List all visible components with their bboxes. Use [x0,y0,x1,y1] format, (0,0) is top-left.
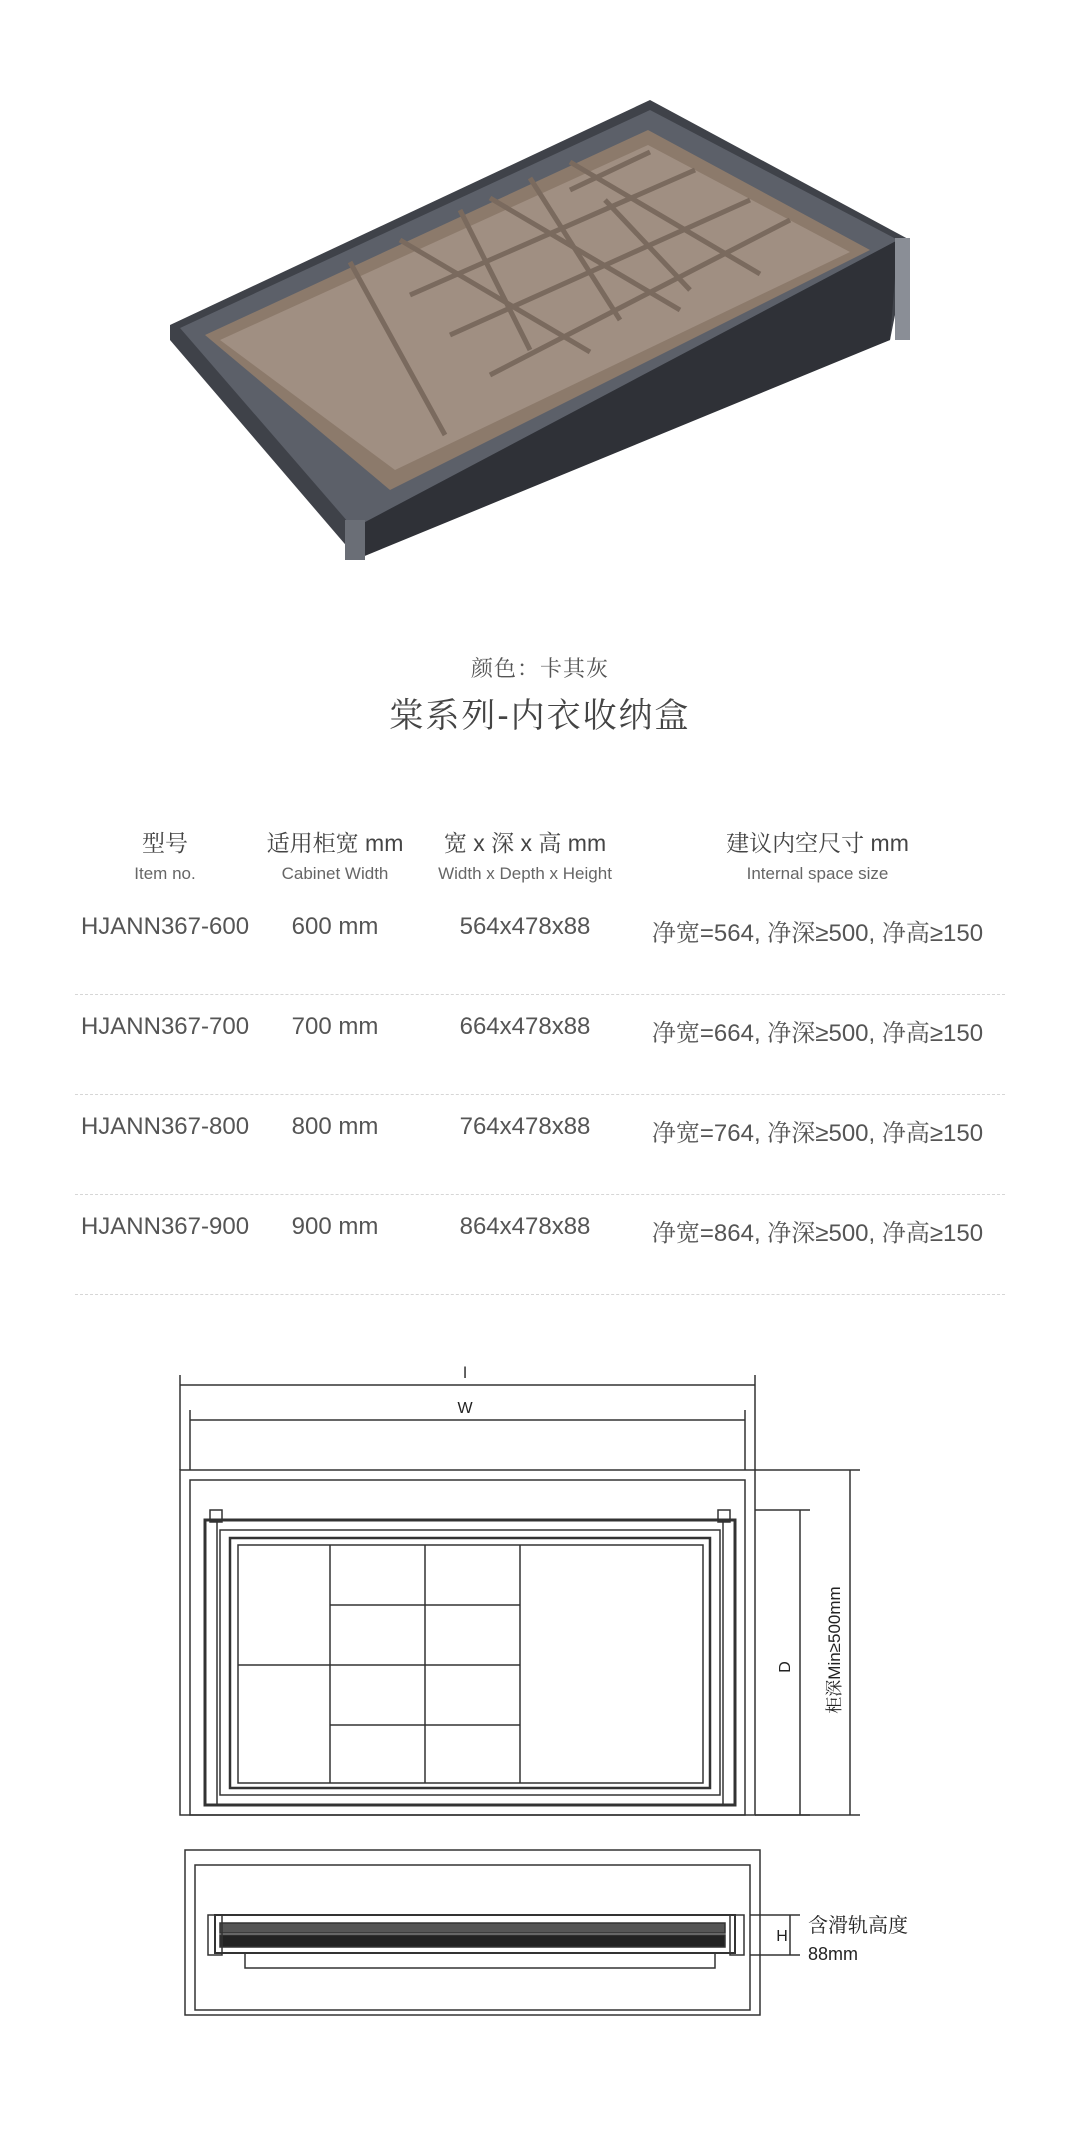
cell-cabinet: 800 mm [291,1113,379,1140]
series-title: 棠系列-内衣收纳盒 [389,697,691,735]
cell-item: HJANN367-800 [80,1113,250,1140]
cell-item: HJANN367-900 [80,1213,250,1240]
table-row [75,895,1005,995]
cell-cabinet: 700 mm [291,1013,379,1040]
table-row [75,1095,1005,1195]
header-en: Item no. [134,864,196,883]
color-line: 颜色：卡其灰 [470,656,609,681]
header-cn: 适用柜宽 mm [266,830,404,856]
header-en: Width x Depth x Height [438,864,612,883]
header-cn: 型号 [142,830,188,856]
product-image [150,90,930,570]
technical-drawing [160,1360,960,2040]
drawer-frame-top [205,1520,735,1805]
cell-cabinet: 900 mm [291,1213,379,1240]
header-internal-space [630,825,1005,884]
label-w: W [457,1400,473,1417]
cell-item: HJANN367-700 [80,1013,250,1040]
label-l: l [463,1365,467,1382]
header-item-no [75,825,255,884]
header-cn: 宽 x 深 x 高 mm [443,830,607,856]
cell-size: 564x478x88 [459,913,591,940]
header-en: Internal space size [746,864,889,883]
cell-internal: 净宽=664, 净深≥500, 净高≥150 [651,1020,984,1047]
cell-cabinet: 600 mm [291,913,379,940]
label-h: H [776,1928,788,1945]
cell-internal: 净宽=564, 净深≥500, 净高≥150 [651,920,984,947]
label-cabinet-depth: 柜深Min≥500mm [825,1586,844,1714]
cell-internal: 净宽=764, 净深≥500, 净高≥150 [651,1120,984,1147]
header-cabinet-width [255,825,415,884]
header-en: Cabinet Width [281,864,389,883]
cabinet-outline-top [180,1470,755,1815]
cell-size: 664x478x88 [459,1013,591,1040]
header-size [420,825,630,884]
cell-internal: 净宽=864, 净深≥500, 净高≥150 [651,1220,984,1247]
cell-size: 864x478x88 [459,1213,591,1240]
label-slide-height: 含滑轨高度 [808,1915,908,1937]
cell-size: 764x478x88 [459,1113,591,1140]
label-d: D [777,1661,794,1673]
label-height-value: 88mm [808,1944,859,1964]
table-row [75,1195,1005,1295]
table-row [75,995,1005,1095]
header-cn: 建议内空尺寸 mm [726,830,909,856]
cell-item: HJANN367-600 [80,913,250,940]
